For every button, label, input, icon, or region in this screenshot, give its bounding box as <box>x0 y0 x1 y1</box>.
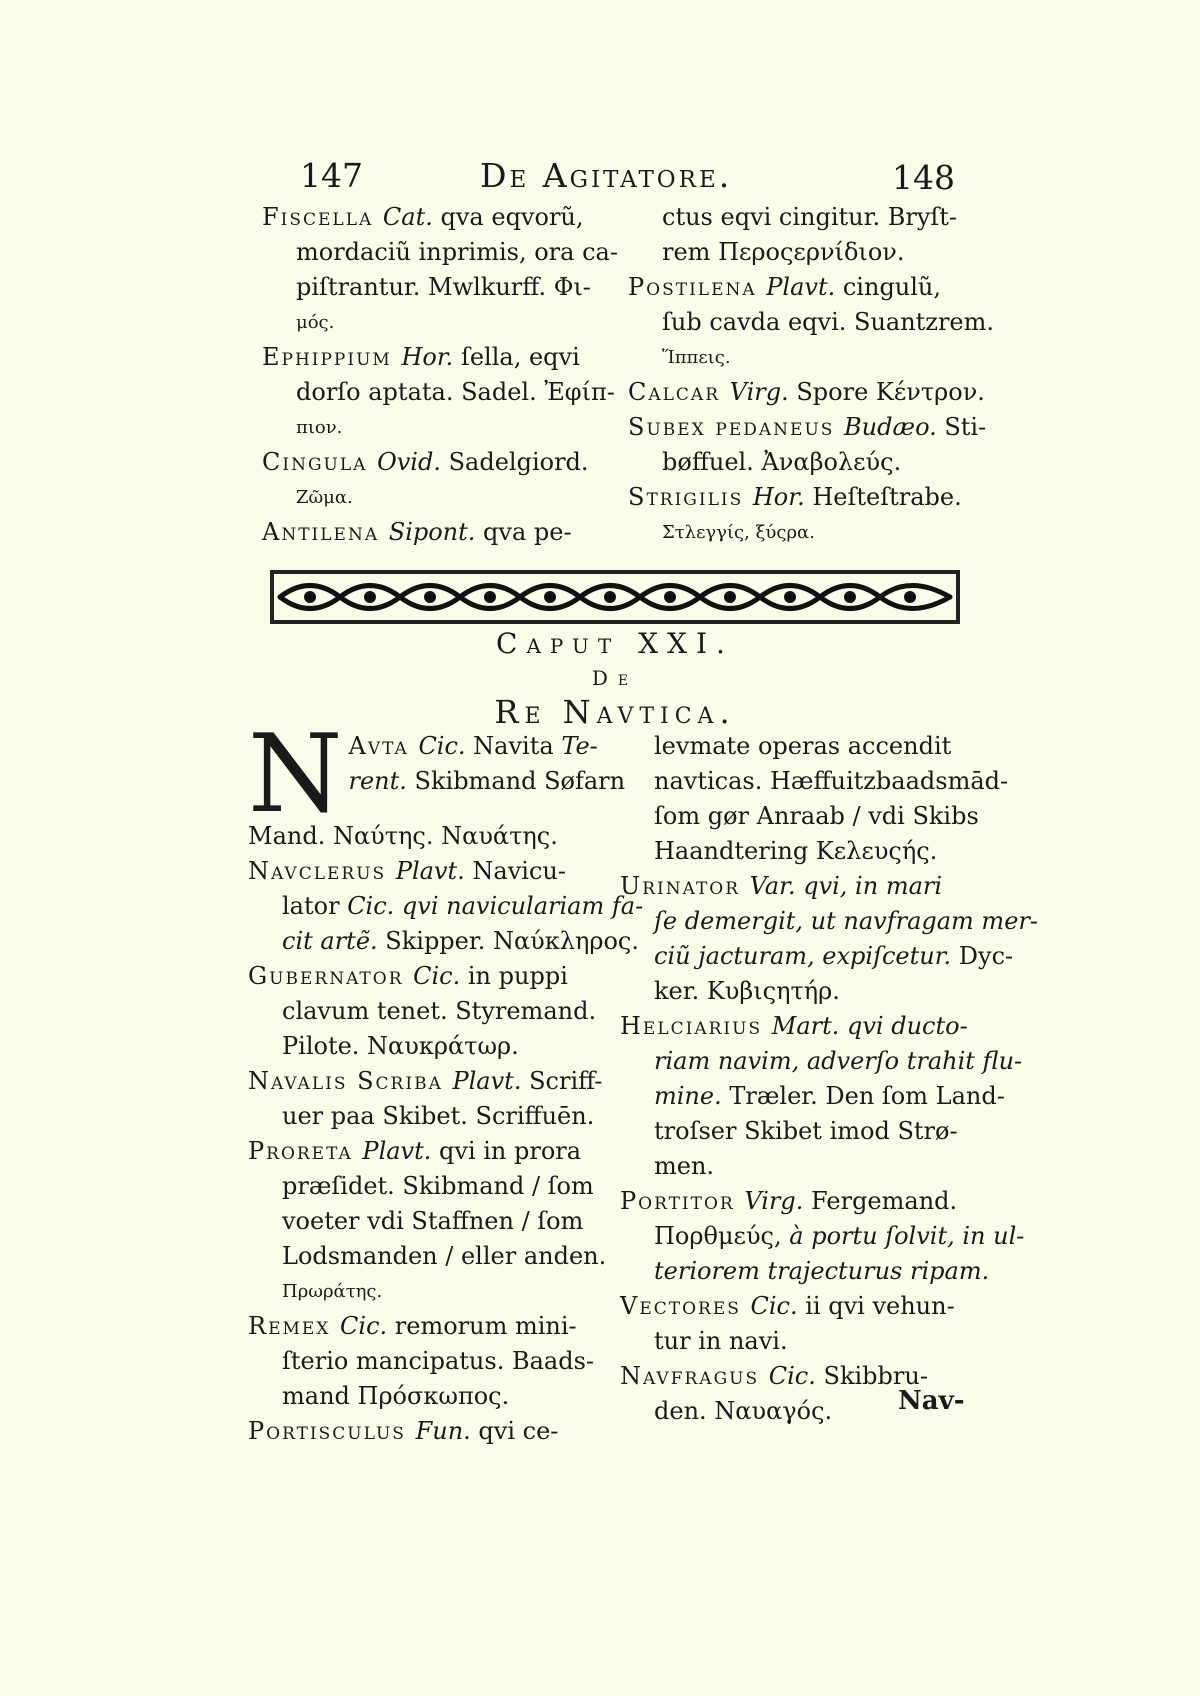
text-line: ciũ jacturam, expiſcetur. Dyc- <box>654 942 1014 970</box>
text-line: men. <box>654 1152 715 1180</box>
text-line: Cingula Ovid. Sadelgiord. <box>262 448 589 476</box>
text-line: Strigilis Hor. Heſteſtrabe. <box>628 483 962 511</box>
text-line: Helciarius Mart. qvi ducto- <box>620 1012 968 1040</box>
text-line: Haandtering Κελευςής. <box>654 837 938 865</box>
text-line: ker. Κυβιςητήρ. <box>654 977 840 1005</box>
text-line: Subex pedaneus Budæo. Sti- <box>628 413 987 441</box>
text-line: Ephippium Hor. ſella, eqvi <box>262 343 580 371</box>
text-line: Στλεγγίς, ξύςρα. <box>662 522 815 543</box>
text-line: Ζῶμα. <box>296 487 353 508</box>
text-line: Gubernator Cic. in puppi <box>248 962 568 990</box>
column-4 <box>620 729 1038 1429</box>
text-line: Antilena Sipont. qva pe- <box>262 518 572 546</box>
column-2 <box>628 200 995 550</box>
text-line: rem Περοςερνίδιον. <box>662 238 905 266</box>
text-line: μός. <box>296 312 335 333</box>
text-line: piſtrantur. Mwlkurff. Φι- <box>296 273 591 301</box>
text-line: ſom gør Anraab / vdi Skibs <box>654 802 979 830</box>
text-line: Πορθμεύς, à portu ſolvit, in ul- <box>654 1222 1025 1250</box>
text-line: rent. Skibmand Søfarn <box>348 767 626 795</box>
chapter-subject: Re Navtica. <box>494 693 736 731</box>
text-line: riam navim, adverſo trahit flu- <box>654 1047 1023 1075</box>
text-line: mordaciũ inprimis, ora ca- <box>296 238 618 266</box>
text-line: Proreta Plavt. qvi in prora <box>248 1137 582 1165</box>
text-line: Mand. Ναύτης. Ναυάτης. <box>248 822 558 850</box>
text-line: voeter vdi Staffnen / ſom <box>282 1207 584 1235</box>
text-line: mine. Træler. Den ſom Land- <box>654 1082 1005 1110</box>
page-number-left: 147 <box>300 156 363 195</box>
text-line: Navfragus Cic. Skibbru- <box>620 1362 928 1390</box>
catchword: Nav- <box>898 1386 965 1416</box>
column-3 <box>248 712 644 1449</box>
drop-cap: N <box>248 712 343 837</box>
text-line: ſe demergit, ut navfragam mer- <box>654 907 1038 935</box>
text-line: ſub cavda eqvi. Suantzrem. <box>662 308 995 336</box>
text-line: troſser Skibet imod Strø- <box>654 1117 958 1145</box>
page-number-right: 148 <box>892 158 955 197</box>
text-line: Portisculus Fun. qvi ce- <box>248 1417 559 1445</box>
text-line: bøffuel. Ἀναβολεύς. <box>662 448 902 476</box>
text-line: Navalis Scriba Plavt. Scriff- <box>248 1067 603 1095</box>
text-line: dorſo aptata. Sadel. Ἐφίπ- <box>296 378 615 406</box>
text-line: Calcar Virg. Spore Κέντρον. <box>628 378 985 406</box>
text-line: ſterio mancipatus. Baads- <box>282 1347 594 1375</box>
text-line: Πρωράτης. <box>282 1281 383 1302</box>
page-header <box>300 156 955 200</box>
text-line: Navclerus Plavt. Navicu- <box>248 857 566 885</box>
text-line: lator Cic. qvi naviculariam fa- <box>282 892 644 920</box>
column-1 <box>262 200 622 550</box>
text-line: tur in navi. <box>654 1327 788 1355</box>
chapter-de: De <box>591 666 639 690</box>
text-line: teriorem trajecturus ripam. <box>654 1257 990 1285</box>
text-line: clavum tenet. Styremand. <box>282 997 597 1025</box>
running-title: De Agitatore. <box>480 156 733 195</box>
text-line: mand Πρόσκωπος. <box>282 1382 510 1410</box>
text-line: Fiscella Cat. qva eqvorũ, <box>262 203 584 231</box>
text-line: Ἵππεις. <box>662 347 731 368</box>
text-line: Portitor Virg. Fergemand. <box>620 1187 958 1215</box>
text-line: Lodsmanden / eller anden. <box>282 1242 607 1270</box>
text-line: ctus eqvi cingitur. Bryſt- <box>662 203 958 231</box>
ornamental-band <box>270 568 960 626</box>
text-line: Vectores Cic. ii qvi vehun- <box>620 1292 955 1320</box>
text-line: Postilena Plavt. cingulũ, <box>628 273 942 301</box>
text-line: cit artẽ. Skipper. Ναύκληρος. <box>282 927 639 955</box>
text-line: uer paa Skibet. Scriffuēn. <box>282 1102 595 1130</box>
text-line: Remex Cic. remorum mini- <box>248 1312 577 1340</box>
chapter-number: Caput XXI. <box>496 627 734 660</box>
text-line: πιον. <box>296 417 343 438</box>
text-line: præſidet. Skibmand / ſom <box>282 1172 594 1200</box>
text-line: Pilote. Ναυκράτωρ. <box>282 1032 519 1060</box>
chapter-heading <box>270 624 960 732</box>
text-line: Urinator Var. qvi, in mari <box>620 872 943 900</box>
text-line: navticas. Hæffuitzbaadsmād- <box>654 767 1009 795</box>
text-line: levmate operas accendit <box>654 732 952 760</box>
text-line: den. Ναυαγός. <box>654 1397 833 1425</box>
text-line: Avta Cic. Navita Te- <box>348 732 598 760</box>
